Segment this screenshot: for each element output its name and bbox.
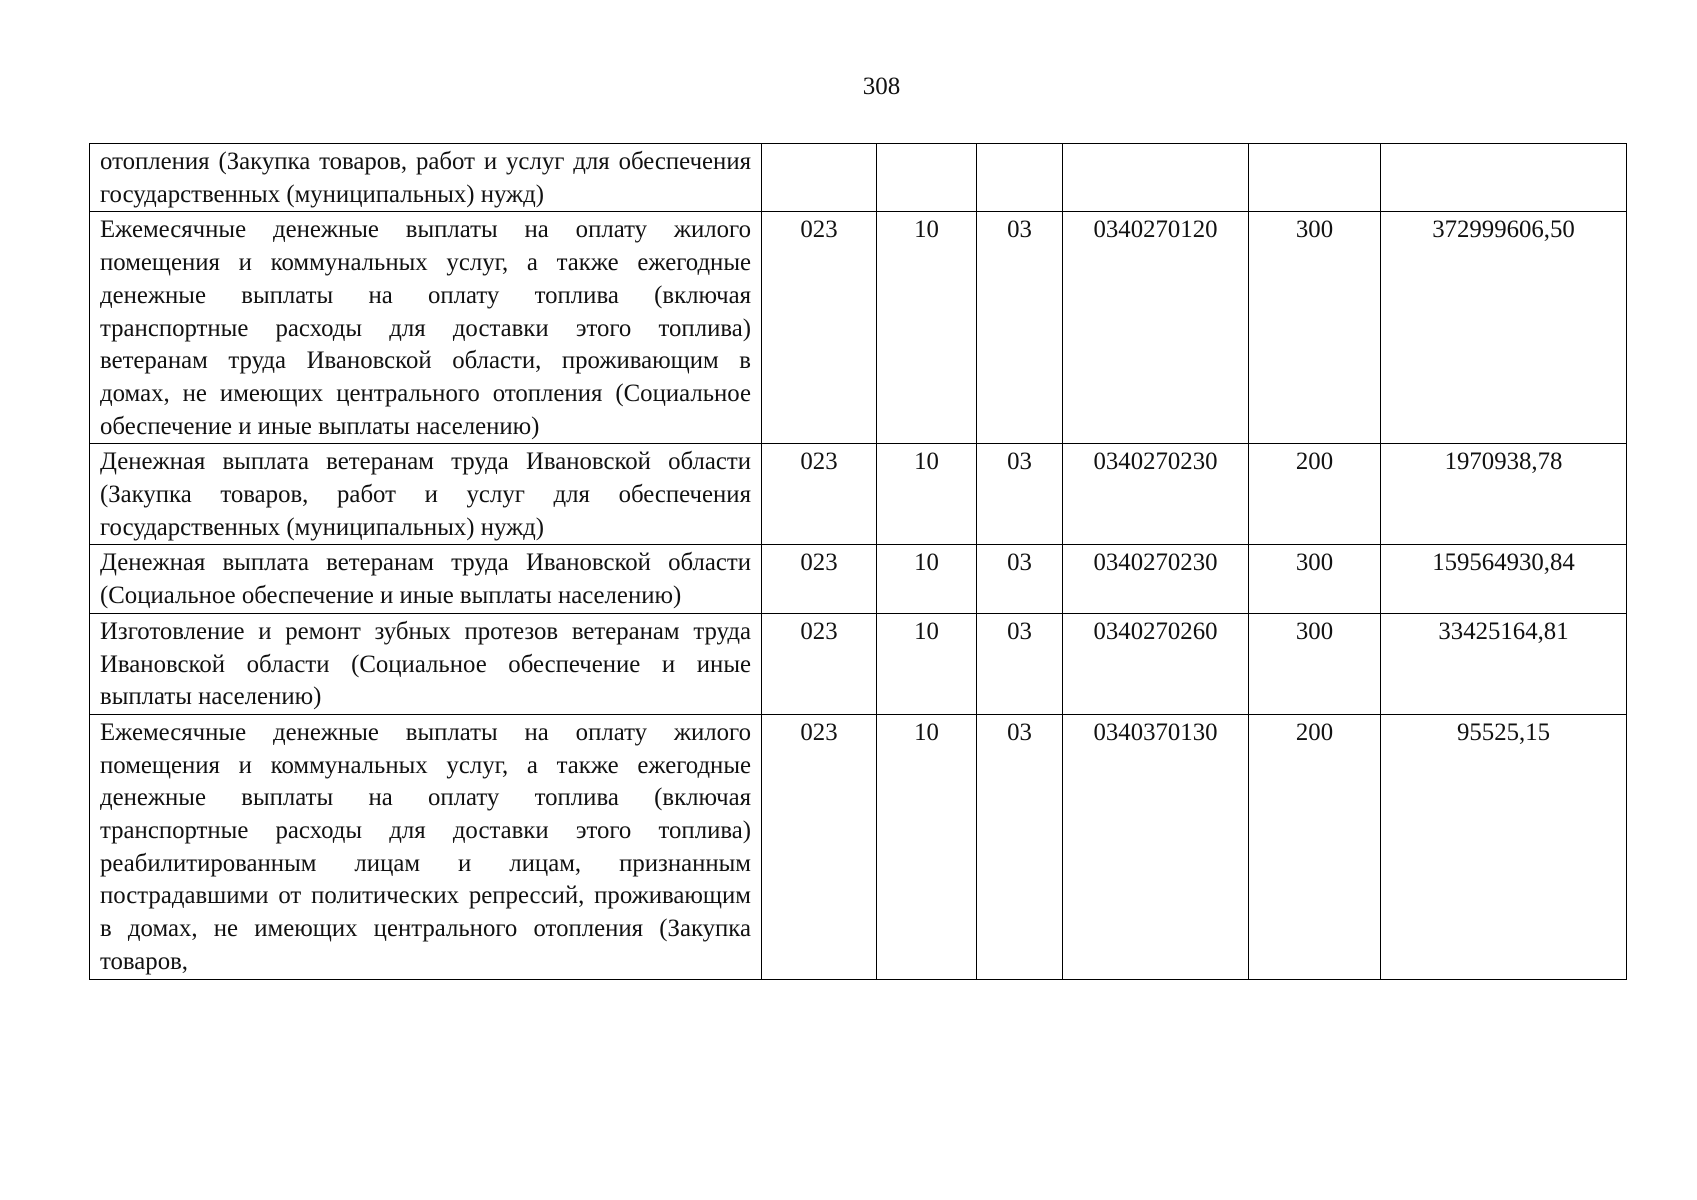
row-description: Изготовление и ремонт зубных протезов ветеранам труда Ивановской области (Социальное обеспечение и иные выплаты населению) xyxy=(90,613,762,714)
budget-table xyxy=(89,143,1627,980)
row-section-code: 10 xyxy=(877,444,977,545)
row-amount: 1970938,78 xyxy=(1381,444,1627,545)
row-subsection-code xyxy=(977,144,1063,212)
row-subsection-code: 03 xyxy=(977,613,1063,714)
page-number: 308 xyxy=(862,73,901,100)
row-admin-code: 023 xyxy=(762,613,877,714)
row-admin-code: 023 xyxy=(762,444,877,545)
table-row xyxy=(90,613,1627,714)
row-admin-code: 023 xyxy=(762,545,877,613)
row-subsection-code: 03 xyxy=(977,212,1063,444)
row-section-code: 10 xyxy=(877,714,977,979)
table-row xyxy=(90,144,1627,212)
row-description: отопления (Закупка товаров, работ и услуг для обеспечения государственных (муниципальных) нужд) xyxy=(90,144,762,212)
row-expense-type: 300 xyxy=(1249,613,1381,714)
table-row xyxy=(90,444,1627,545)
row-description: Ежемесячные денежные выплаты на оплату жилого помещения и коммунальных услуг, а также ежегодные денежные выплаты на оплату топлива (включая транспортные расходы для доставки этого топлива) реабилитированным лицам и лицам, признанным пострадавшими от политических репрессий, проживающим в домах, не имеющих центрального отопления (Закупка товаров, xyxy=(90,714,762,979)
row-subsection-code: 03 xyxy=(977,444,1063,545)
table-row xyxy=(90,212,1627,444)
row-subsection-code: 03 xyxy=(977,545,1063,613)
row-description: Денежная выплата ветеранам труда Ивановской области (Закупка товаров, работ и услуг для обеспечения государственных (муниципальных) нужд) xyxy=(90,444,762,545)
row-admin-code xyxy=(762,144,877,212)
row-target-article: 0340270230 xyxy=(1063,444,1249,545)
row-amount: 159564930,84 xyxy=(1381,545,1627,613)
row-target-article: 0340270260 xyxy=(1063,613,1249,714)
table-row xyxy=(90,545,1627,613)
row-expense-type: 200 xyxy=(1249,444,1381,545)
row-expense-type: 200 xyxy=(1249,714,1381,979)
row-target-article: 0340270120 xyxy=(1063,212,1249,444)
row-expense-type: 300 xyxy=(1249,545,1381,613)
row-target-article: 0340370130 xyxy=(1063,714,1249,979)
row-amount xyxy=(1381,144,1627,212)
table-row xyxy=(90,714,1627,979)
row-expense-type xyxy=(1249,144,1381,212)
row-description: Ежемесячные денежные выплаты на оплату жилого помещения и коммунальных услуг, а также ежегодные денежные выплаты на оплату топлива (включая транспортные расходы для доставки этого топлива) ветеранам труда Ивановской области, проживающим в домах, не имеющих центрального отопления (Социальное обеспечение и иные выплаты населению) xyxy=(90,212,762,444)
row-amount: 33425164,81 xyxy=(1381,613,1627,714)
row-subsection-code: 03 xyxy=(977,714,1063,979)
row-amount: 372999606,50 xyxy=(1381,212,1627,444)
row-amount: 95525,15 xyxy=(1381,714,1627,979)
row-description: Денежная выплата ветеранам труда Ивановской области (Социальное обеспечение и иные выплаты населению) xyxy=(90,545,762,613)
row-section-code xyxy=(877,144,977,212)
row-admin-code: 023 xyxy=(762,212,877,444)
row-section-code: 10 xyxy=(877,212,977,444)
row-target-article xyxy=(1063,144,1249,212)
row-target-article: 0340270230 xyxy=(1063,545,1249,613)
row-admin-code: 023 xyxy=(762,714,877,979)
row-section-code: 10 xyxy=(877,545,977,613)
row-expense-type: 300 xyxy=(1249,212,1381,444)
row-section-code: 10 xyxy=(877,613,977,714)
